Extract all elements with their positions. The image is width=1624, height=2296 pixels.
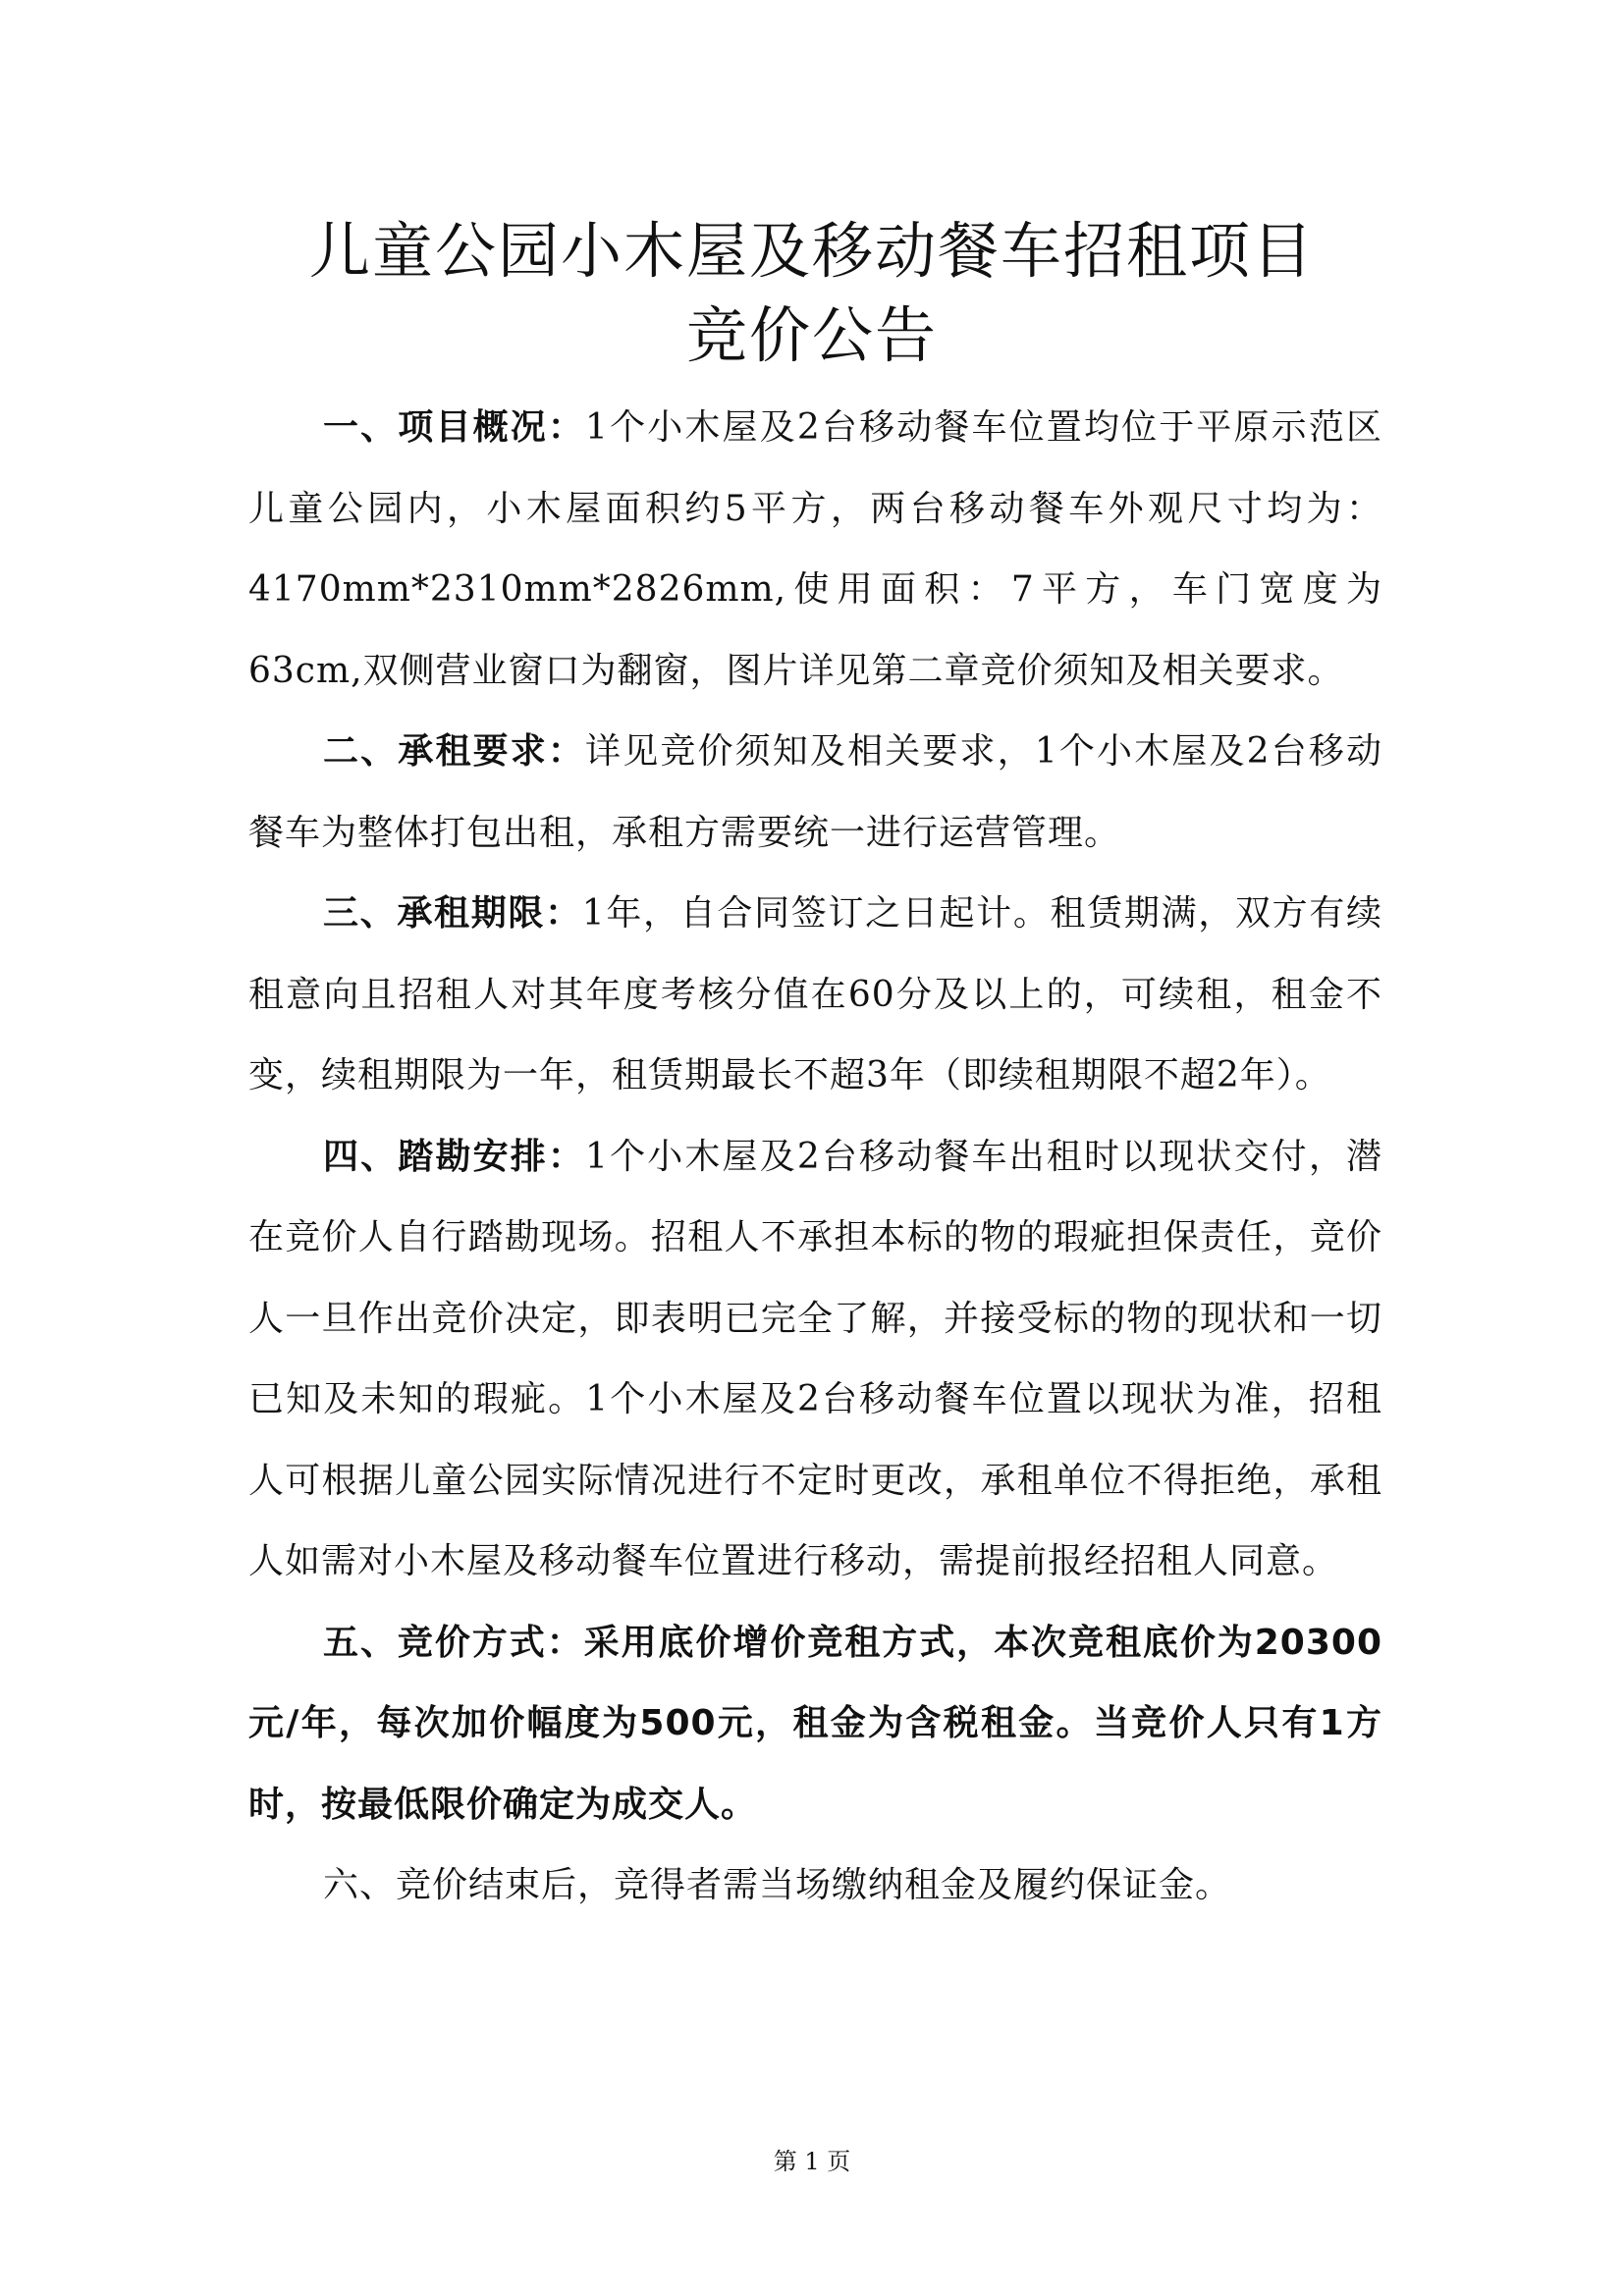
page-number: 第 1 页: [773, 2148, 851, 2175]
section-text: 1年，自合同签订之日起计。租赁期满，双方有续租意向且招租人对其年度考核分值在60分及以上的，可续租，租金不变，续租期限为一年，租赁期最长不超3年（即续租期限不超2年）。: [248, 893, 1382, 1095]
section-lease-requirements: [248, 712, 1382, 874]
section-heading: 二、承租要求：: [323, 731, 586, 772]
section-lease-term: [248, 874, 1382, 1117]
section-heading: 一、项目概况：: [323, 407, 586, 448]
document-subtitle: 竞价公告: [685, 299, 938, 371]
section-text: 1个小木屋及2台移动餐车出租时以现状交付，潜在竞价人自行踏勘现场。招租人不承担本标的物的瑕疵担保责任，竞价人一旦作出竞价决定，即表明已完全了解，并接受标的物的现状和一切已知及未知的瑕疵。1个小木屋及2台移动餐车位置以现状为准，招租人可根据儿童公园实际情况进行不定时更改，承租单位不得拒绝，承租人如需对小木屋及移动餐车位置进行移动，需提前报经招租人同意。: [248, 1136, 1382, 1581]
section-after-bidding: 六、竞价结束后，竞得者需当场缴纳租金及履约保证金。: [323, 1865, 1232, 1905]
section-heading: 四、踏勘安排：: [323, 1136, 586, 1177]
section-site-inspection: [248, 1117, 1382, 1603]
document-title: 儿童公园小木屋及移动餐车招租项目: [308, 215, 1315, 287]
section-bidding-method: 五、竞价方式：采用底价增价竞租方式，本次竞租底价为20300元/年，每次加价幅度为500元，租金为含税租金。当竞价人只有1方时，按最低限价确定为成交人。: [248, 1622, 1382, 1825]
document-body: [248, 388, 1382, 1927]
section-text: 1个小木屋及2台移动餐车位置均位于平原示范区儿童公园内，小木屋面积约5平方，两台移动餐车外观尺寸均为：4170mm*2310mm*2826mm,使用面积：7平方，车门宽度为63cm,双侧营业窗口为翻窗，图片详见第二章竞价须知及相关要求。: [248, 407, 1382, 691]
section-text: 详见竞价须知及相关要求，1个小木屋及2台移动餐车为整体打包出租，承租方需要统一进行运营管理。: [248, 731, 1382, 853]
section-project-overview: [248, 388, 1382, 712]
section-heading: 三、承租期限：: [323, 893, 582, 934]
